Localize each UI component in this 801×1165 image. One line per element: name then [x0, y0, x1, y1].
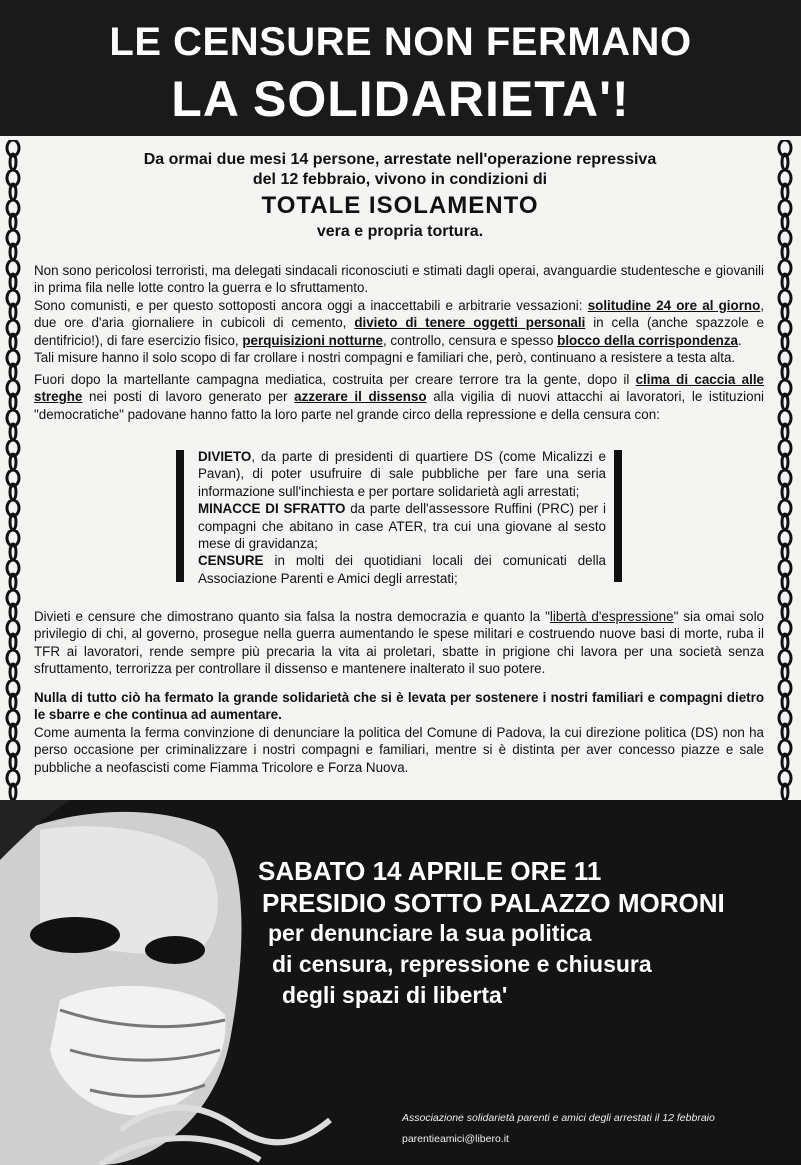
p2-highlight-dissent: azzerare il dissenso: [294, 389, 427, 405]
p3-highlight-liberta: libertà d'espressione: [549, 609, 674, 624]
p1-text-h: , controllo, censura e spesso: [382, 332, 558, 348]
p4-text: Come aumenta la ferma convinzione di denunciare la politica del Comune di Padova, la cui direzione politica (DS) non ha perso occasione per criminalizzare i nostri compagni e familiari, mentre si è distinta per aver concesso piazze e sale pubbliche a neofascisti come Fiamma Tricolore e Forza Nuova.: [34, 724, 764, 775]
box-text-censure: in molti dei quotidiani locali dei comunicati della Associazione Parenti e Amici degli arrestati;: [198, 553, 606, 586]
p1-text-b: Sono comunisti, e per questo sottoposti ancora oggi a inaccettabili e arbitrarie vessazioni:: [34, 297, 588, 313]
p3-text-c: " sia omai solo privilegio di chi, al governo, prosegue nella guerra aumentando le spese militari e costruendo nuove basi di morte, ruba il TFR ai lavoratori, rende sempre più precaria la vita ai proletari, sbatte in prigione chi lavora per una società senza sfruttamento, terrorizza per controllare il dissenso e mantenere inalterato il suo potere.: [34, 609, 764, 677]
box-title-sfratto: MINACCE DI SFRATTO: [198, 501, 346, 517]
box-bar-left: [176, 450, 184, 582]
chain-right-decoration: [772, 140, 798, 800]
p1-text-k: Tali misure hanno il solo scopo di far crollare i nostri compagni e familiari che, però, continuano a resistere a testa alta.: [34, 350, 736, 366]
box-content: [198, 448, 606, 587]
event-purpose-1: per denunciare la sua politica: [268, 920, 592, 946]
p3-text-a: Divieti e censure che dimostrano quanto sia falsa la nostra democrazia e quanto la ": [34, 609, 550, 624]
intro-subline: vera e propria tortura.: [316, 223, 484, 240]
p1-highlight-searches: perquisizioni notturne: [242, 332, 383, 348]
header-banner: [0, 0, 801, 136]
paragraph-1: [34, 262, 764, 366]
paragraph-2: [34, 371, 764, 423]
box-bar-right: [614, 450, 622, 582]
p1-text-j: .: [737, 332, 742, 348]
box-title-censure: CENSURE: [198, 553, 264, 569]
event-date: SABATO 14 APRILE ORE 11: [258, 856, 602, 886]
p1-text-d: , due ore d'aria giornaliere in cubicoli di cemento,: [34, 297, 765, 331]
event-purpose-3: degli spazi di liberta': [282, 982, 508, 1008]
intro-line-2: del 12 febbraio, vivono in condizioni di: [252, 171, 548, 188]
p4-bold-text: Nulla di tutto ciò ha fermato la grande solidarietà che si è levata per sostenere i nostri familiari e compagni dietro le sbarre e che continua ad aumentare.: [34, 690, 764, 723]
intro-line-1: Da ormai due mesi 14 persone, arrestate nell'operazione repressiva: [143, 151, 657, 168]
event-section: [0, 800, 801, 1165]
grievances-box: [176, 446, 624, 586]
paragraph-4: [34, 689, 764, 776]
headline-line-2: LA SOLIDARIETA'!: [171, 71, 630, 127]
footer-organization: Associazione solidarietà parenti e amici degli arrestati il 12 febbraio: [402, 1112, 715, 1124]
box-text-sfratto: da parte dell'assessore Ruffini (PRC) per i compagni che abitano in case ATER, tra cui una giovane al sesto mese di gravidanza;: [198, 501, 606, 552]
intro-text: [60, 150, 740, 190]
headline-line-1: LE CENSURE NON FERMANO: [109, 20, 692, 64]
box-title-divieto: DIVIETO: [198, 449, 252, 464]
p1-highlight-solitude: solitudine 24 ore al giorno: [587, 297, 761, 313]
box-text-divieto: , da parte di presidenti di quartiere DS (come Micalizzi e Pavan), di poter usufruire di sale pubbliche per fare una seria informazione sull'inchiesta e per portare solidarietà agli arrestati;: [198, 449, 606, 499]
p1-text-f: in cella (anche spazzole e dentifricio!), di fare esercizio fisico,: [34, 315, 764, 348]
intro-headline: TOTALE ISOLAMENTO: [261, 192, 539, 219]
p2-highlight-witch-hunt: clima di caccia alle streghe: [34, 372, 764, 405]
footer-email: parentieamici@libero.it: [402, 1133, 509, 1145]
p2-text-a: Fuori dopo la martellante campagna mediatica, costruita per creare terrore tra la gente, dopo il: [34, 372, 636, 387]
paragraph-3: [34, 608, 764, 678]
event-purpose-2: di censura, repressione e chiusura: [272, 951, 652, 977]
p1-highlight-objects: divieto di tenere oggetti personali: [354, 315, 586, 331]
p2-text-e: alla vigilia di nuovi attacchi ai lavoratori, le istituzioni "democratiche" padovane hanno fatto la loro parte nel grande circo della repressione e della censura con:: [34, 389, 765, 422]
event-place: PRESIDIO SOTTO PALAZZO MORONI: [262, 888, 725, 918]
chain-left-decoration: [0, 140, 26, 800]
p2-text-c: nei posti di lavoro generato per: [82, 389, 295, 405]
p1-highlight-mail: blocco della corrispondenza: [557, 332, 738, 348]
p1-text-a: Non sono pericolosi terroristi, ma delegati sindacali riconosciuti e stimati dagli operai, avanguardie studentesche e giovanili in prima fila nelle lotte contro la guerra e lo sfruttamento.: [34, 263, 764, 296]
